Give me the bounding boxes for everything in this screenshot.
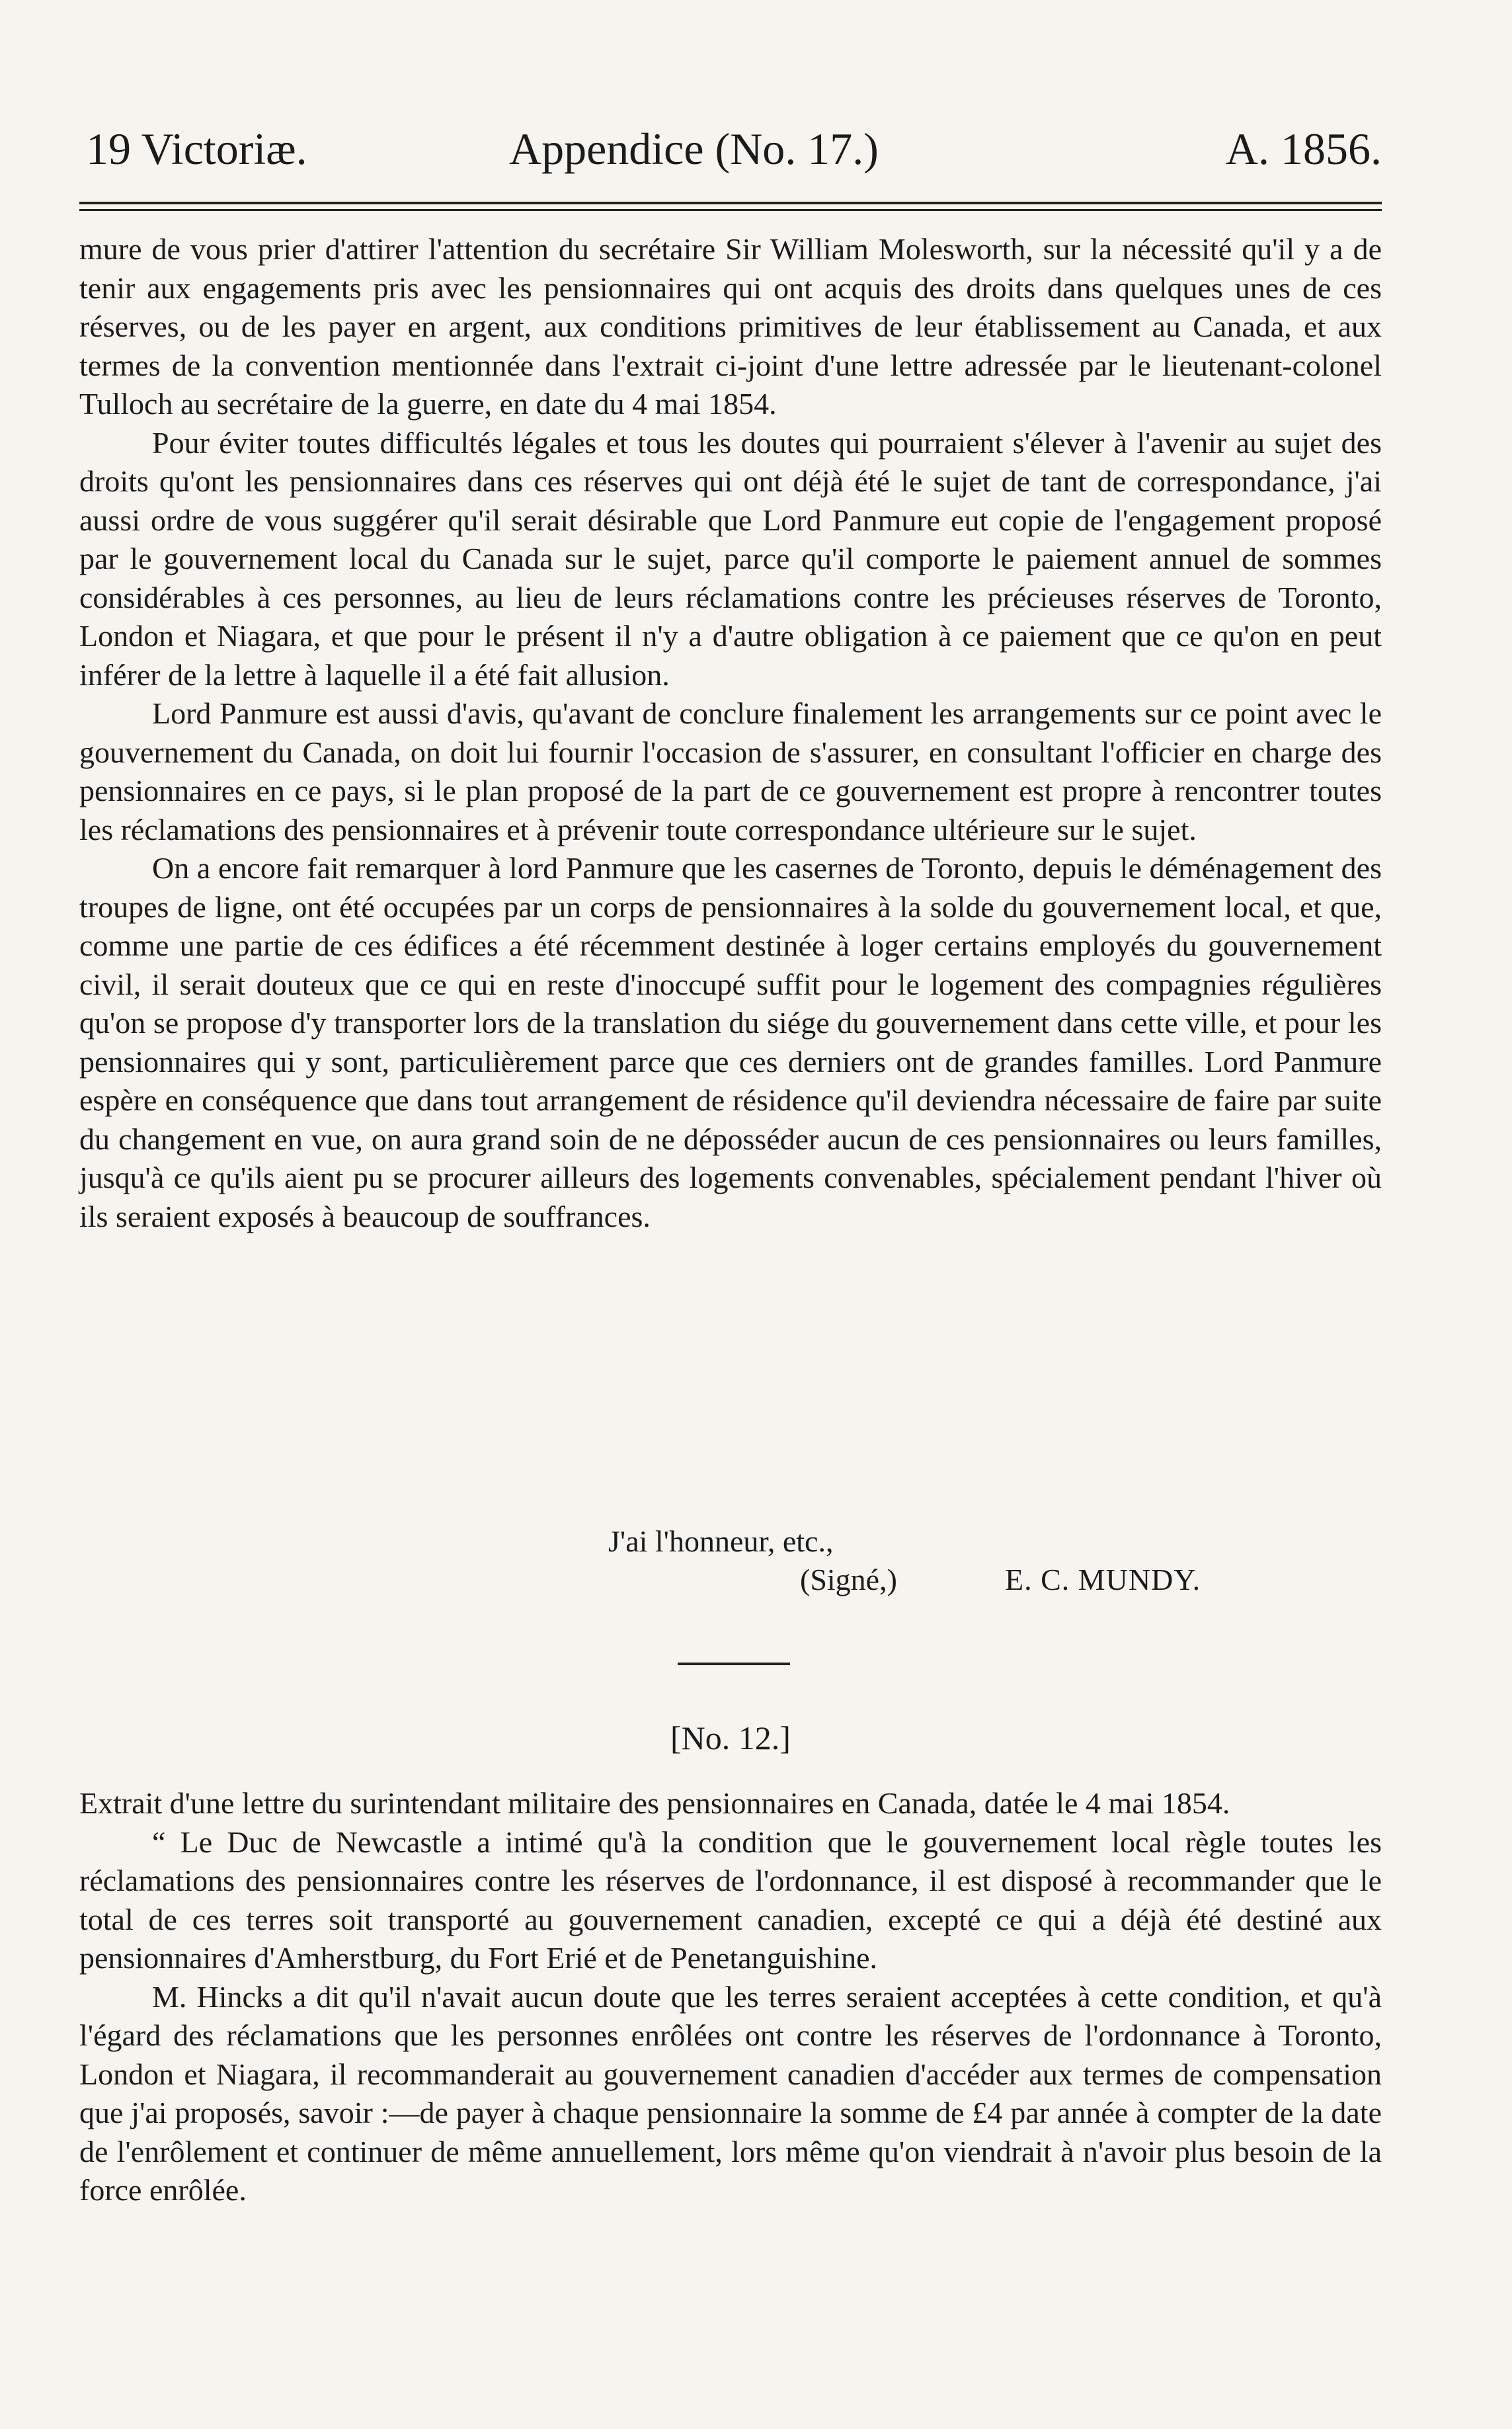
paragraph-legal-difficulties: Pour éviter toutes difficultés légales et tous les doutes qui pourraient s'élever à l'avenir au sujet des droits qu'ont les pensionnaires dans ces réserves qui ont déjà été le sujet de tant de correspondance, j'ai aussi ordre de vous suggérer qu'il serait désirable que Lord Panmure eut copie de l'engagement proposé par le gouvernement local du Canada sur le sujet, parce qu'il comporte le paiement annuel de sommes considérables à ces personnes, au lieu de leurs réclamations contre les précieuses réserves de Toronto, London et Niagara, et que pour le présent il n'y a d'autre obligation à ce paiement que ce qu'on en peut inférer de la lettre à laquelle il a été fait allusion. xyxy=(79,425,1382,692)
extract-paragraph-hincks: M. Hincks a dit qu'il n'avait aucun doute que les terres seraient acceptées à cette condition, et qu'à l'égard des réclamations que les personnes enrôlées ont contre les réserves de l'ordonnance à Toronto, London et Niagara, il recommanderait au gouvernement canadien d'accéder aux termes de compensation que j'ai proposés, savoir :—de payer à chaque pensionnaire la somme de £4 par année à compter de la date de l'enrôlement et continuer de même annuellement, lors même qu'on viendrait à n'avoir plus besoin de la force enrôlée. xyxy=(79,1979,1382,2207)
closing-honneur: J'ai l'honneur, etc., xyxy=(608,1524,834,1558)
paragraph-lord-panmure-opinion: Lord Panmure est aussi d'avis, qu'avant de conclure finalement les arrangements sur ce point avec le gouvernement du Canada, on doit lui fournir l'occasion de s'assurer, en consultant l'officier en charge des pensionnaires en ce pays, si le plan proposé de la part de ce gouvernement est propre à rencontrer toutes les réclamations des pensionnaires et à prévenir toute correspondance ultérieure sur le sujet. xyxy=(79,696,1382,846)
extract-heading: Extrait d'une lettre du surintendant militaire des pensionnaires en Canada, datée le 4 mai 1854. xyxy=(79,1786,1230,1820)
section-divider xyxy=(678,1663,790,1665)
header-year: A. 1856. xyxy=(1225,124,1382,174)
paragraph-toronto-barracks: On a encore fait remarquer à lord Panmure que les casernes de Toronto, depuis le déménagement des troupes de ligne, ont été occupées par un corps de pensionnaires à la solde du gouvernement local, et que, comme une partie de ces édifices a été récemment destinée à loger certains employés du gouvernement civil, il serait douteux que ce qui en reste d'inoccupé suffit pour le logement des compagnies régulières qu'on se propose d'y transporter lors de la translation du siége du gouvernement dans cette ville, et pour les pensionnaires qui y sont, particulièrement parce que ces derniers ont de grandes familles. Lord Panmure espère en conséquence que dans tout arrangement de résidence qu'il deviendra nécessaire de faire par suite du changement en vue, on aura grand soin de ne déposséder aucun de ces pensionnaires ou leurs familles, jusqu'à ce qu'ils aient pu se procurer ailleurs des logements convenables, spécialement pendant l'hiver où ils seraient exposés à beaucoup de souffrances. xyxy=(79,851,1382,1233)
letter-body xyxy=(79,230,1382,1236)
closing-signature: E. C. MUNDY. xyxy=(1005,1563,1201,1596)
page-header xyxy=(79,112,1382,185)
header-rule-bottom xyxy=(79,209,1382,211)
header-rule-top xyxy=(79,202,1382,204)
extract-paragraph-newcastle: “ Le Duc de Newcastle a intimé qu'à la condition que le gouvernement local règle toutes les réclamations des pensionnaires contre les réserves de l'ordonnance, il est disposé à recommander que le total de ces terres soit transporté au gouvernement canadien, excepté ce qui a déjà été destiné aux pensionnaires d'Amherstburg, du Fort Erié et de Penetanguishine. xyxy=(79,1825,1382,1975)
header-appendix: Appendice (No. 17.) xyxy=(509,124,879,174)
document-number: [No. 12.] xyxy=(670,1719,791,1756)
extract-body xyxy=(79,1784,1382,2210)
header-session: 19 Victoriæ. xyxy=(86,124,307,174)
closing-signe: (Signé,) xyxy=(800,1563,897,1596)
paragraph-continuation: mure de vous prier d'attirer l'attention du secrétaire Sir William Molesworth, sur la nécessité qu'il y a de tenir aux engagements pris avec les pensionnaires qui ont acquis des droits dans quelques unes de ces réserves, ou de les payer en argent, aux conditions primitives de leur établissement au Canada, et aux termes de la convention mentionnée dans l'extrait ci-joint d'une lettre adressée par le lieutenant-colonel Tulloch au secrétaire de la guerre, en date du 4 mai 1854. xyxy=(79,232,1382,421)
